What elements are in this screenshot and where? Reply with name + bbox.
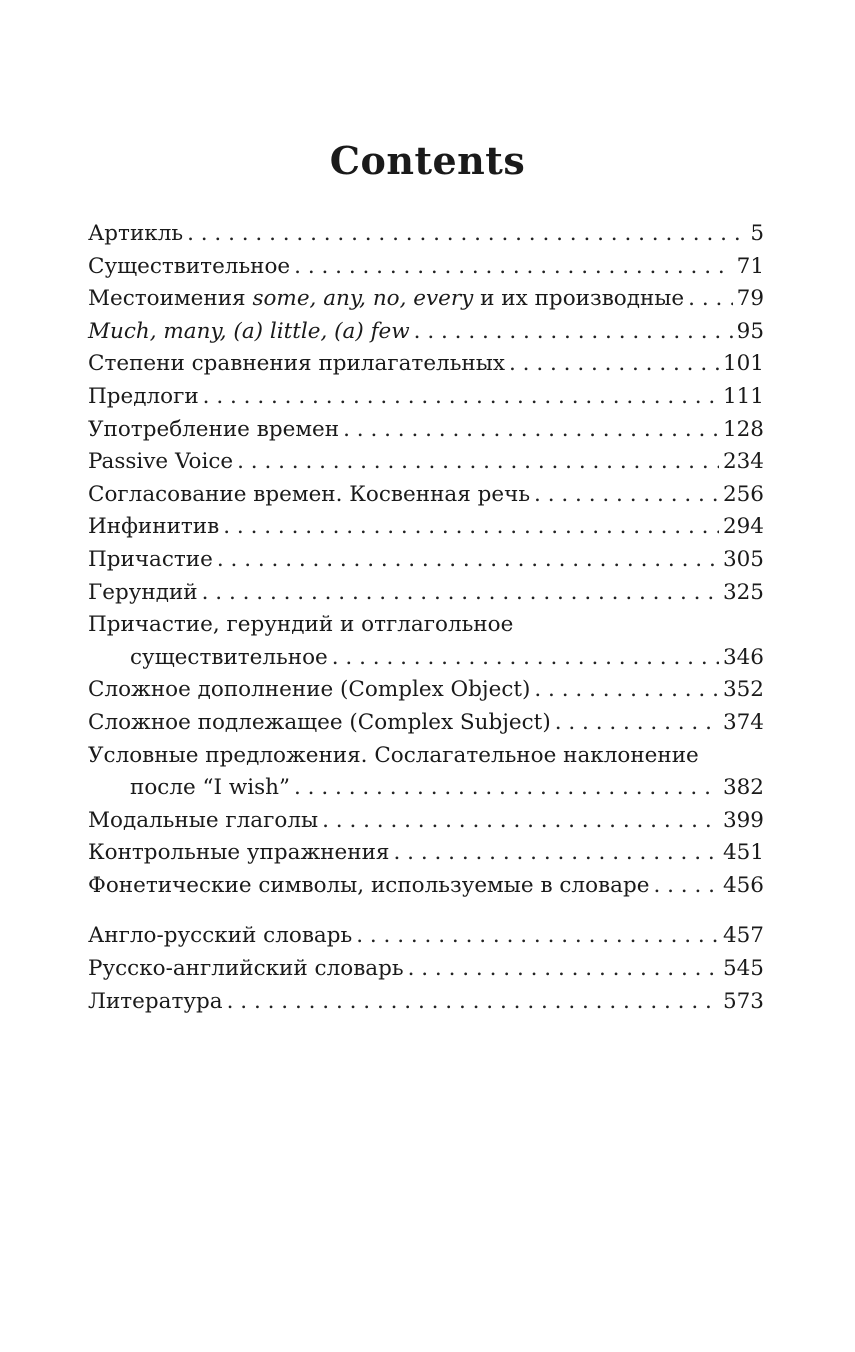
toc-entry-label: Артикль	[88, 221, 184, 246]
toc-entry-line2	[88, 772, 764, 805]
toc-entry-label: Сложное подлежащее (Complex Subject)	[88, 709, 551, 735]
toc-entry-page: 101	[722, 351, 764, 377]
toc-entry-page: 294	[722, 514, 764, 540]
toc-entry-page: 374	[722, 709, 764, 735]
toc-entry	[88, 283, 764, 316]
page-title: Contents	[329, 138, 526, 183]
toc-label-part: и их производные	[473, 286, 685, 312]
toc-entry	[88, 870, 764, 903]
toc-entry-page: 128	[722, 416, 764, 442]
toc-entry-label-line2: после “I wish”	[130, 775, 291, 801]
toc-leader-dots	[217, 544, 719, 577]
toc-entry	[88, 218, 764, 251]
toc-label-part: Местоимения	[88, 286, 253, 312]
toc-leader-dots	[343, 414, 719, 447]
toc-entry-page: 79	[736, 286, 764, 312]
toc-entry	[88, 348, 764, 381]
toc-leader-dots	[202, 577, 719, 610]
toc-entry-label	[88, 316, 410, 349]
toc-label-italic-part: Much, many, (a) little, (a) few	[88, 318, 410, 344]
toc-entry-label: Англо-русский словарь	[88, 923, 353, 949]
toc-entry-label: Сложное дополнение (Complex Object)	[88, 677, 531, 703]
toc-entry	[88, 805, 764, 838]
toc-leader-dots	[294, 251, 732, 284]
toc-entry-label: Модальные глаголы	[88, 807, 319, 833]
toc-leader-dots	[227, 986, 719, 1019]
toc-entry	[88, 707, 764, 740]
toc-leader-dots	[688, 283, 732, 316]
toc-leader-dots	[322, 805, 719, 838]
toc-entry	[88, 920, 764, 953]
toc-entry-line2	[88, 642, 764, 675]
toc-entry-page: 451	[722, 840, 764, 866]
toc-leader-dots	[534, 674, 719, 707]
toc-leader-dots	[408, 953, 719, 986]
toc-entry	[88, 837, 764, 870]
toc-entry-label: Предлоги	[88, 383, 199, 409]
toc-entry-page: 545	[722, 956, 764, 982]
toc-entry	[88, 316, 764, 349]
toc-entry-page: 71	[736, 253, 764, 279]
toc-entry-page: 457	[722, 923, 764, 949]
toc-entry-page: 456	[722, 872, 764, 898]
toc-entry-page: 5	[750, 221, 764, 246]
toc-label-italic-part: some, any, no, every	[252, 286, 474, 312]
toc-entry-page: 234	[722, 449, 764, 475]
toc-entry	[88, 479, 764, 512]
toc-entry	[88, 414, 764, 447]
toc-entry	[88, 577, 764, 610]
toc-leader-dots	[237, 446, 719, 479]
toc-entry-label: Литература	[88, 988, 223, 1014]
toc-leader-dots	[223, 511, 719, 544]
toc-leader-dots	[509, 348, 719, 381]
toc-entry	[88, 609, 764, 674]
toc-entry-label: Passive Voice	[88, 449, 234, 475]
toc-entry	[88, 740, 764, 805]
toc-entry-label: Согласование времен. Косвенная речь	[88, 481, 531, 507]
toc-leader-dots	[187, 218, 746, 251]
toc-entry-label: Инфинитив	[88, 514, 220, 540]
toc-entry-label: Герундий	[88, 579, 198, 605]
toc-entry-page: 325	[722, 579, 764, 605]
toc-leader-dots	[203, 381, 719, 414]
toc-entry-label: Фонетические символы, используемые в словаре	[88, 872, 650, 898]
toc-entry-page: 111	[722, 383, 764, 409]
toc-leader-dots	[394, 837, 719, 870]
toc-leader-dots	[653, 870, 719, 903]
toc-entry-page: 346	[722, 644, 764, 670]
toc-entry-label: Существительное	[88, 253, 291, 279]
toc-leader-dots	[555, 707, 719, 740]
toc-leader-dots	[534, 479, 719, 512]
toc-entry-page: 305	[722, 546, 764, 572]
toc-entry-label: Контрольные упражнения	[88, 840, 390, 866]
toc-entry-label-line2: существительное	[130, 644, 328, 670]
toc-leader-dots	[414, 316, 733, 349]
toc-leader-dots	[356, 920, 719, 953]
toc-entry-label	[88, 283, 684, 316]
toc-entry	[88, 251, 764, 284]
toc-entry-page: 382	[722, 775, 764, 801]
toc-entry-page: 352	[722, 677, 764, 703]
toc-entry-label-line1: Условные предложения. Сослагательное наклонение	[88, 742, 699, 768]
toc-leader-dots	[294, 772, 719, 805]
toc-entry-page: 256	[722, 481, 764, 507]
toc-entry-label: Степени сравнения прилагательных	[88, 351, 505, 377]
toc-entry-page: 95	[736, 318, 764, 344]
toc-entry-page: 573	[722, 988, 764, 1014]
toc-entry	[88, 511, 764, 544]
toc-entry	[88, 674, 764, 707]
toc-entry	[88, 986, 764, 1019]
toc-entry-label: Русско-английский словарь	[88, 956, 404, 982]
toc-entry-label: Причастие	[88, 546, 213, 572]
toc-entry	[88, 381, 764, 414]
table-of-contents	[88, 218, 764, 1018]
section-gap	[88, 902, 764, 920]
toc-entry	[88, 544, 764, 577]
toc-entry	[88, 446, 764, 479]
toc-entry-page: 399	[722, 807, 764, 833]
toc-entry-label-line1: Причастие, герундий и отглагольное	[88, 612, 514, 638]
toc-entry	[88, 953, 764, 986]
toc-entry-label: Употребление времен	[88, 416, 340, 442]
toc-leader-dots	[332, 642, 719, 675]
